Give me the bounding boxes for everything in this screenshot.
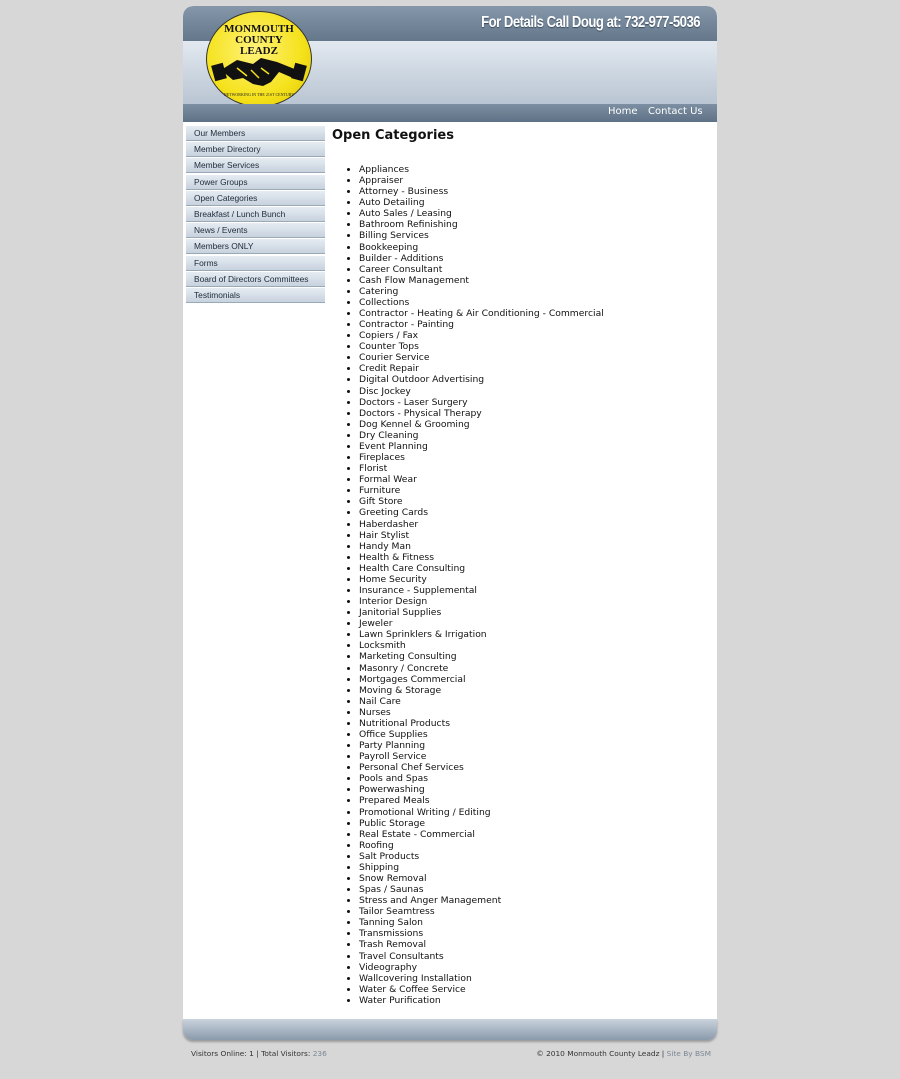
category-item: • Transmissions (359, 928, 712, 939)
category-item: • Public Storage (359, 818, 712, 829)
category-item: • Counter Tops (359, 341, 712, 352)
footer-bar (183, 1019, 717, 1040)
copyright-block (536, 1049, 711, 1058)
category-item: • Doctors - Laser Surgery (359, 397, 712, 408)
sidebar-item-member-directory[interactable]: Member Directory (186, 142, 325, 157)
category-item: • Auto Sales / Leasing (359, 208, 712, 219)
sidebar-menu (186, 126, 325, 304)
copyright-text: © 2010 Monmouth County Leadz | (536, 1049, 665, 1058)
category-item: • Mortgages Commercial (359, 674, 712, 685)
logo-line-1: MONMOUTH (224, 23, 294, 35)
category-item: • Pools and Spas (359, 773, 712, 784)
category-item: • Snow Removal (359, 873, 712, 884)
content-area (332, 128, 712, 1006)
category-item: • Lawn Sprinklers & Irrigation (359, 629, 712, 640)
category-item: • Contractor - Painting (359, 319, 712, 330)
nav-home-link[interactable]: Home (608, 106, 638, 117)
category-item: • Catering (359, 286, 712, 297)
category-item: • Digital Outdoor Advertising (359, 374, 712, 385)
phone-banner: For Details Call Doug at: 732-977-5036 (480, 14, 700, 31)
category-item: • Contractor - Heating & Air Conditioning - Commercial (359, 308, 712, 319)
site-by-link[interactable]: Site By BSM (666, 1049, 711, 1058)
visitors-label: Visitors Online: 1 | Total Visitors: (191, 1049, 311, 1058)
category-item: • Formal Wear (359, 474, 712, 485)
category-item: • Interior Design (359, 596, 712, 607)
category-item: • Hair Stylist (359, 530, 712, 541)
nav-contact-link[interactable]: Contact Us (648, 106, 703, 117)
category-item: • Attorney - Business (359, 186, 712, 197)
category-item: • Party Planning (359, 740, 712, 751)
sidebar-item-our-members[interactable]: Our Members (186, 126, 325, 141)
category-item: • Payroll Service (359, 751, 712, 762)
category-item: • Wallcovering Installation (359, 973, 712, 984)
category-item: • Event Planning (359, 441, 712, 452)
header (183, 6, 717, 104)
category-item: • Doctors - Physical Therapy (359, 408, 712, 419)
category-item: • Handy Man (359, 541, 712, 552)
sidebar-item-breakfast-lunch[interactable]: Breakfast / Lunch Bunch (186, 207, 325, 222)
category-item: • Powerwashing (359, 784, 712, 795)
category-item: • Salt Products (359, 851, 712, 862)
visitor-counter (191, 1049, 327, 1058)
category-item: • Billing Services (359, 230, 712, 241)
category-item: • Insurance - Supplemental (359, 585, 712, 596)
category-item: • Nail Care (359, 696, 712, 707)
category-item: • Bathroom Refinishing (359, 219, 712, 230)
sidebar-item-members-only[interactable]: Members ONLY (186, 239, 325, 254)
top-nav (183, 104, 717, 122)
category-item: • Nutritional Products (359, 718, 712, 729)
category-item: • Prepared Meals (359, 795, 712, 806)
category-item: • Fireplaces (359, 452, 712, 463)
sidebar-item-member-services[interactable]: Member Services (186, 158, 325, 173)
sidebar-item-testimonials[interactable]: Testimonials (186, 288, 325, 303)
category-item: • Collections (359, 297, 712, 308)
logo-tagline: NETWORKING IN THE 21ST CENTURY (223, 92, 295, 97)
category-item: • Cash Flow Management (359, 275, 712, 286)
sidebar-item-news-events[interactable]: News / Events (186, 223, 325, 238)
logo-line-3: LEADZ (240, 45, 278, 57)
category-item: • Furniture (359, 485, 712, 496)
category-item: • Disc Jockey (359, 386, 712, 397)
main-area (183, 122, 717, 1019)
sidebar-item-power-groups[interactable]: Power Groups (186, 175, 325, 190)
category-item: • Travel Consultants (359, 951, 712, 962)
category-item: • Real Estate - Commercial (359, 829, 712, 840)
category-item: • Career Consultant (359, 264, 712, 275)
category-item: • Promotional Writing / Editing (359, 807, 712, 818)
category-item: • Nurses (359, 707, 712, 718)
category-item: • Locksmith (359, 640, 712, 651)
sidebar-item-forms[interactable]: Forms (186, 256, 325, 271)
category-item: • Spas / Saunas (359, 884, 712, 895)
category-item: • Health & Fitness (359, 552, 712, 563)
category-item: • Appliances (359, 164, 712, 175)
category-item: • Haberdasher (359, 519, 712, 530)
category-item: • Dry Cleaning (359, 430, 712, 441)
category-item: • Dog Kennel & Grooming (359, 419, 712, 430)
category-item: • Florist (359, 463, 712, 474)
category-item: • Masonry / Concrete (359, 663, 712, 674)
category-item: • Videography (359, 962, 712, 973)
category-item: • Builder - Additions (359, 253, 712, 264)
site-logo[interactable] (206, 11, 312, 104)
category-item: • Roofing (359, 840, 712, 851)
category-item: • Trash Removal (359, 939, 712, 950)
category-item: • Stress and Anger Management (359, 895, 712, 906)
category-item: • Bookkeeping (359, 242, 712, 253)
category-item: • Jeweler (359, 618, 712, 629)
category-item: • Office Supplies (359, 729, 712, 740)
handshake-icon (207, 12, 311, 104)
category-list (332, 164, 712, 1006)
category-item: • Water & Coffee Service (359, 984, 712, 995)
category-item: • Auto Detailing (359, 197, 712, 208)
category-item: • Credit Repair (359, 363, 712, 374)
category-item: • Moving & Storage (359, 685, 712, 696)
category-item: • Personal Chef Services (359, 762, 712, 773)
total-visitors-value: 236 (312, 1049, 327, 1058)
category-item: • Janitorial Supplies (359, 607, 712, 618)
category-item: • Greeting Cards (359, 507, 712, 518)
page-container (183, 6, 717, 1040)
category-item: • Tailor Seamtress (359, 906, 712, 917)
sidebar-item-open-categories[interactable]: Open Categories (186, 191, 325, 206)
category-item: • Tanning Salon (359, 917, 712, 928)
category-item: • Courier Service (359, 352, 712, 363)
page-title: Open Categories (332, 128, 454, 143)
category-item: • Gift Store (359, 496, 712, 507)
category-item: • Water Purification (359, 995, 712, 1006)
category-item: • Marketing Consulting (359, 651, 712, 662)
category-item: • Copiers / Fax (359, 330, 712, 341)
sidebar-item-board-committees[interactable]: Board of Directors Committees (186, 272, 325, 287)
category-item: • Shipping (359, 862, 712, 873)
category-item: • Appraiser (359, 175, 712, 186)
category-item: • Home Security (359, 574, 712, 585)
logo-line-2: COUNTY (235, 34, 283, 46)
category-item: • Health Care Consulting (359, 563, 712, 574)
